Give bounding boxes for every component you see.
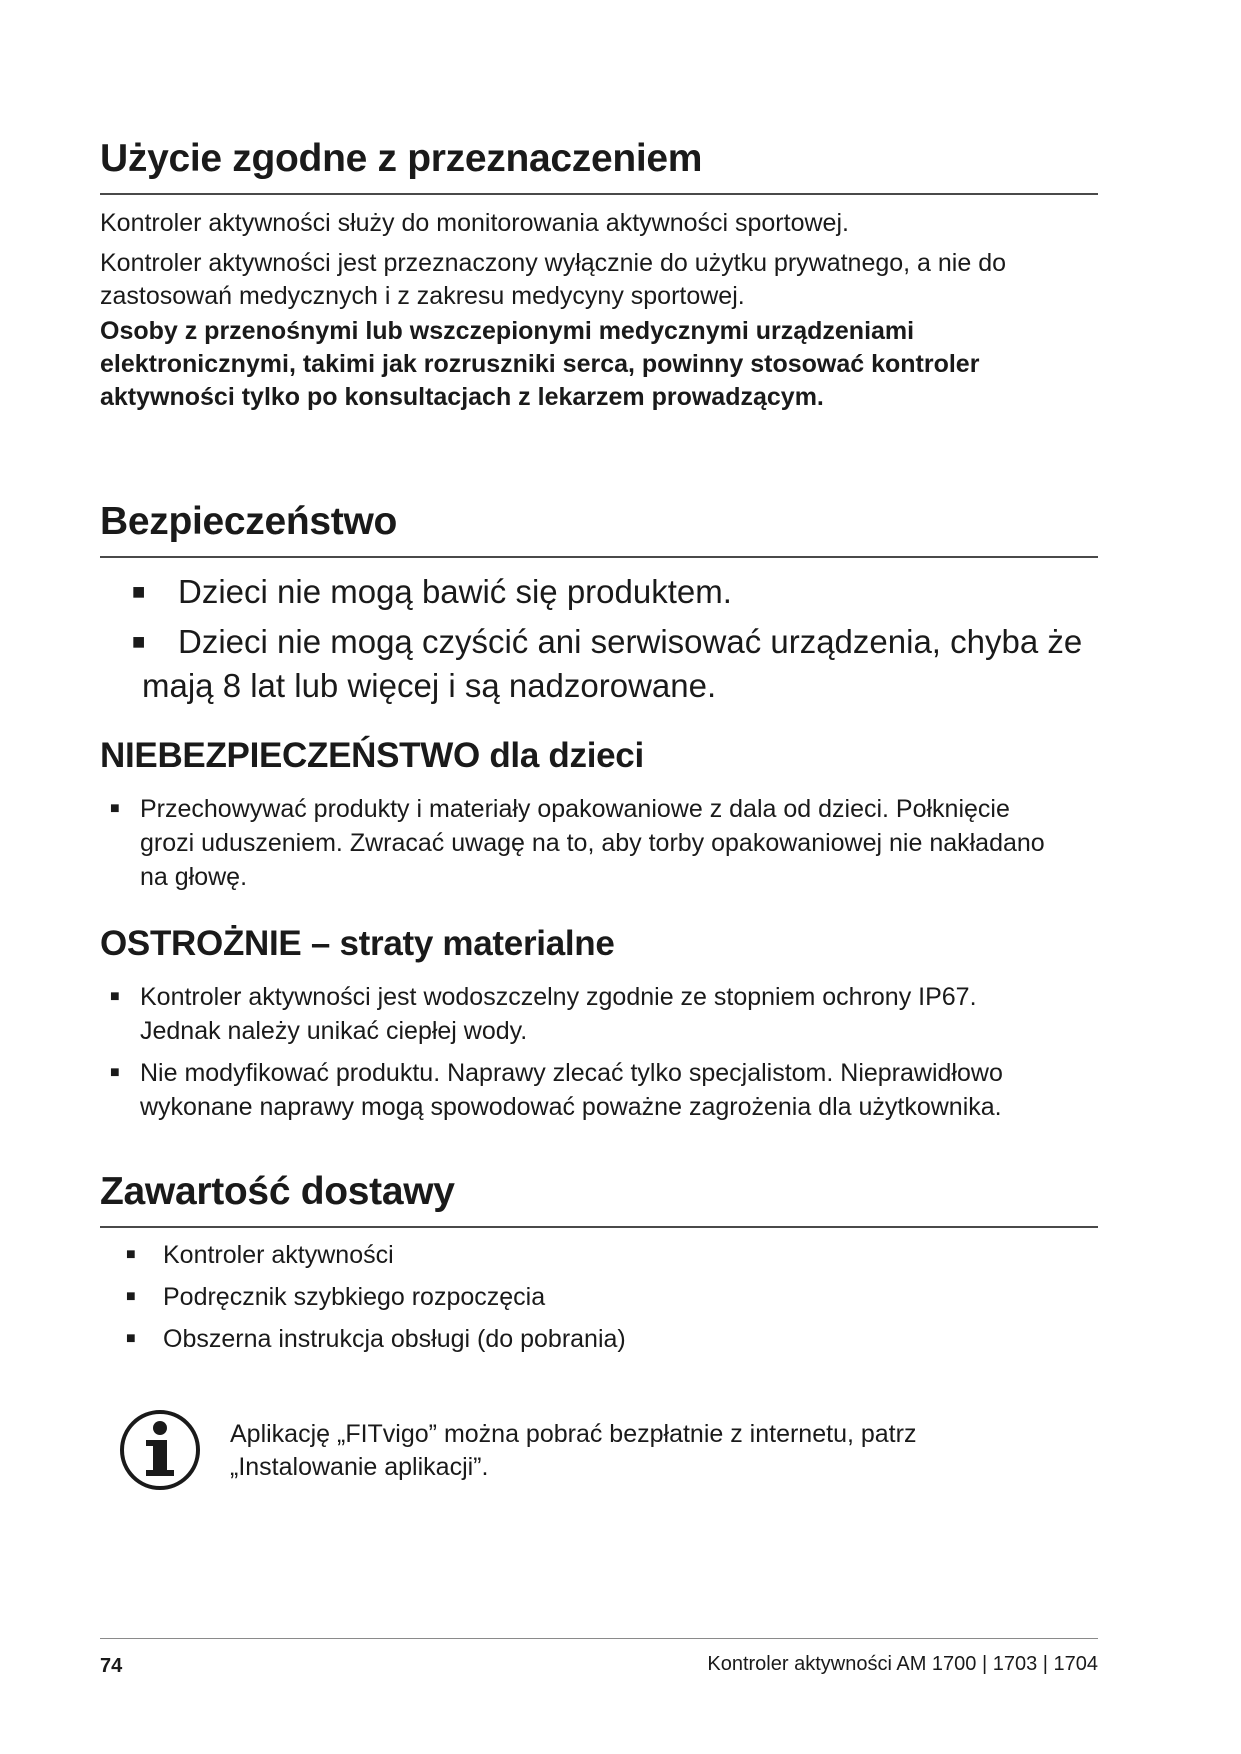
intended-use-warning-line2: elektronicznymi, takimi jak rozruszniki serca, powinny stosować kontroler xyxy=(100,350,980,378)
info-icon xyxy=(118,1408,202,1492)
bullet-icon: ■ xyxy=(110,988,120,1005)
danger-children-heading: NIEBEZPIECZEŃSTWO dla dzieci xyxy=(100,736,644,775)
info-note-text xyxy=(230,1418,1050,1484)
danger-item-line1: Przechowywać produkty i materiały opakowaniowe z dala od dzieci. Połknięcie xyxy=(140,795,1010,823)
danger-children-section xyxy=(100,734,1098,902)
manual-page xyxy=(100,0,1098,1754)
delivery-item-1: Kontroler aktywności xyxy=(163,1241,394,1269)
page-footer xyxy=(100,1638,1098,1677)
list-item xyxy=(100,620,1098,708)
delivery-item-3: Obszerna instrukcja obsługi (do pobrania) xyxy=(163,1325,626,1353)
danger-children-list xyxy=(100,792,1098,894)
safety-item-2-line1: Dzieci nie mogą czyścić ani serwisować urządzenia, chyba że xyxy=(178,623,1083,660)
document-title: Kontroler aktywności AM 1700 | 1703 | 1704 xyxy=(707,1653,1098,1675)
delivery-list xyxy=(100,1238,1098,1356)
bullet-icon: ■ xyxy=(110,800,120,817)
safety-section xyxy=(100,498,1098,714)
bullet-icon: ■ xyxy=(126,1288,136,1305)
caution-section xyxy=(100,922,1098,1132)
bullet-icon: ■ xyxy=(126,1330,136,1347)
info-note-line2: „Instalowanie aplikacji”. xyxy=(230,1453,489,1481)
caution-item-1-line2: Jednak należy unikać ciepłej wody. xyxy=(140,1017,528,1045)
caution-item-2-line2: wykonane naprawy mogą spowodować poważne zagrożenia dla użytkownika. xyxy=(140,1093,1002,1121)
caution-heading: OSTROŻNIE – straty materialne xyxy=(100,924,615,963)
safety-item-2-line2: mają 8 lat lub więcej i są nadzorowane. xyxy=(142,667,717,704)
danger-item-line3: na głowę. xyxy=(140,863,248,891)
bullet-icon: ■ xyxy=(132,579,146,604)
safety-heading: Bezpieczeństwo xyxy=(100,498,1098,558)
info-note xyxy=(118,1408,1098,1498)
intended-use-warning-line3: aktywności tylko po konsultacjach z lekarzem prowadzącym. xyxy=(100,383,824,411)
caution-item-2-line1: Nie modyfikować produktu. Naprawy zlecać tylko specjalistom. Nieprawidłowo xyxy=(140,1059,1003,1087)
list-item xyxy=(100,1238,1098,1272)
safety-item-1-text: Dzieci nie mogą bawić się produktem. xyxy=(178,573,732,610)
safety-list xyxy=(100,570,1098,708)
list-item xyxy=(100,1056,1098,1124)
danger-item-line2: grozi uduszeniem. Zwracać uwagę na to, aby torby opakowaniowej nie nakładano xyxy=(140,829,1045,857)
list-item xyxy=(100,980,1098,1048)
intended-use-para1: Kontroler aktywności służy do monitorowania aktywności sportowej. xyxy=(100,209,849,237)
intended-use-heading: Użycie zgodne z przeznaczeniem xyxy=(100,135,1098,195)
delivery-item-2: Podręcznik szybkiego rozpoczęcia xyxy=(163,1283,546,1311)
list-item xyxy=(100,1322,1098,1356)
list-item xyxy=(100,792,1098,894)
bullet-icon: ■ xyxy=(132,629,146,654)
delivery-heading: Zawartość dostawy xyxy=(100,1168,1098,1228)
info-note-line1: Aplikację „FITvigo” można pobrać bezpłatnie z internetu, patrz xyxy=(230,1420,917,1448)
intended-use-para2-line2: zastosowań medycznych i z zakresu medycyny sportowej. xyxy=(100,282,745,310)
intended-use-section xyxy=(100,135,1098,414)
delivery-section xyxy=(100,1168,1098,1364)
intended-use-para2-line1: Kontroler aktywności jest przeznaczony wyłącznie do użytku prywatnego, a nie do xyxy=(100,249,1007,277)
caution-list xyxy=(100,980,1098,1124)
caution-item-1-line1: Kontroler aktywności jest wodoszczelny zgodnie ze stopniem ochrony IP67. xyxy=(140,983,977,1011)
bullet-icon: ■ xyxy=(110,1064,120,1081)
page-number: 74 xyxy=(100,1655,123,1677)
list-item xyxy=(100,1280,1098,1314)
bullet-icon: ■ xyxy=(126,1246,136,1263)
intended-use-warning-line1: Osoby z przenośnymi lub wszczepionymi medycznymi urządzeniami xyxy=(100,317,915,345)
list-item xyxy=(100,570,1098,614)
